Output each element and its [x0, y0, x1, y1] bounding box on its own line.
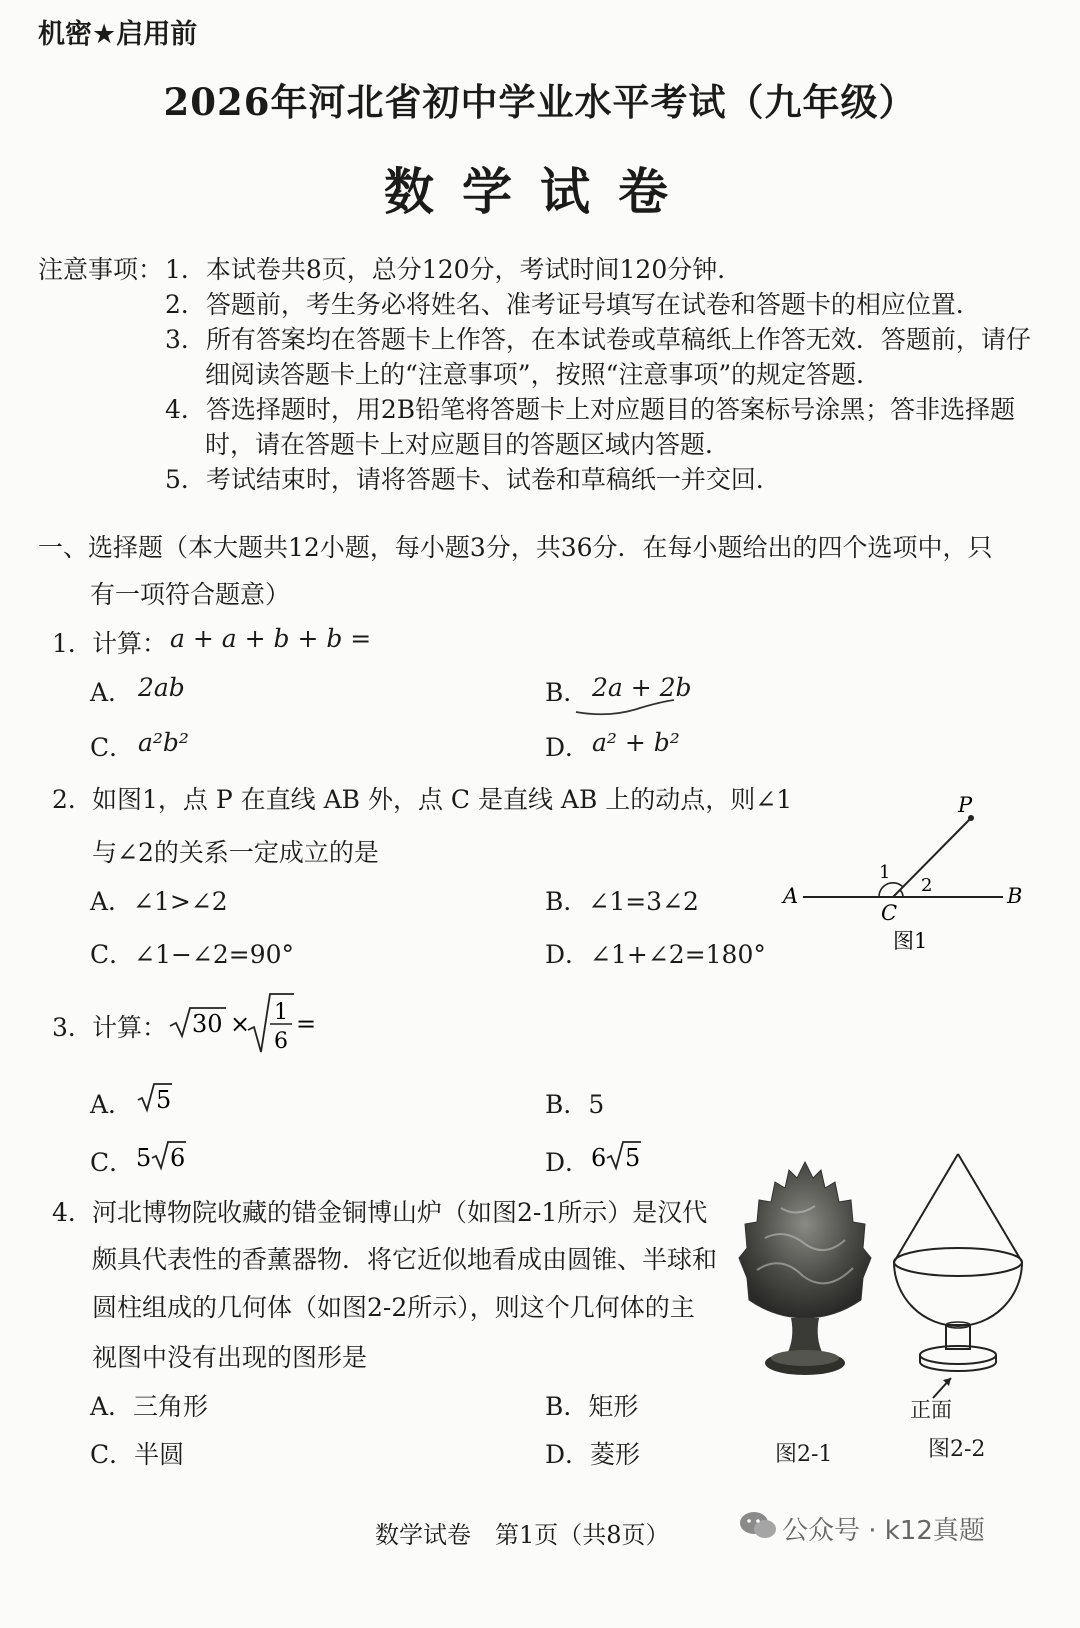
- page-footer: 数学试卷 第1页（共8页）: [375, 1521, 670, 1549]
- confidential-label: 机密★启用前: [38, 19, 198, 50]
- q4-stem-line3: 圆柱组成的几何体（如图2-2所示），则这个几何体的主: [92, 1293, 695, 1322]
- svg-text:5: 5: [156, 1086, 172, 1114]
- q2-option-a: A．∠1>∠2: [90, 887, 228, 916]
- q2-option-d: D．∠1+∠2=180°: [545, 940, 766, 969]
- q3-option-d: [591, 1136, 651, 1176]
- q2-number: 2．: [52, 785, 93, 814]
- q1-option-b: 2a + 2b: [592, 673, 692, 702]
- figure-1: [775, 790, 1035, 960]
- q3-option-c-label: C．: [90, 1148, 135, 1177]
- svg-text:5: 5: [136, 1144, 152, 1172]
- q3-option-c: [136, 1136, 196, 1176]
- q3-equals: =: [296, 1010, 317, 1038]
- exam-title: 2026年河北省初中学业水平考试（九年级）: [163, 80, 917, 124]
- fig1-angle-1: 1: [879, 862, 891, 883]
- q3-frac-den: 6: [274, 1029, 288, 1054]
- q1-number: 1．: [52, 629, 93, 658]
- q4-option-b: B．矩形: [545, 1392, 639, 1421]
- q4-stem-line2: 颇具代表性的香薰器物．将它近似地看成由圆锥、半球和: [92, 1245, 718, 1274]
- notice-item: 时，请在答题卡上对应题目的答题区域内答题．: [205, 430, 731, 459]
- notice-label: 注意事项：: [38, 255, 164, 284]
- handwritten-underline: [570, 696, 680, 720]
- notice-item: 3．所有答案均在答题卡上作答，在本试卷或草稿纸上作答无效．答题前，请仔: [165, 325, 1031, 354]
- watermark: 公众号 · k12真题: [782, 1516, 985, 1546]
- fig2-1-caption: 图2-1: [775, 1442, 833, 1467]
- q3-option-d-label: D．: [545, 1148, 591, 1177]
- q3-times: ×: [230, 1010, 251, 1038]
- wechat-icon: [738, 1508, 778, 1546]
- q4-stem-line4: 视图中没有出现的图形是: [92, 1343, 368, 1372]
- section-heading: 一、选择题（本大题共12小题，每小题3分，共36分．在每小题给出的四个选项中，只: [38, 533, 993, 562]
- front-view-label: 正面: [910, 1398, 952, 1422]
- q1-option-a-label: A．: [90, 678, 134, 707]
- q3-option-a-label: A．: [90, 1090, 134, 1119]
- notice-item: 2．答题前，考生务必将姓名、准考证号填写在试卷和答题卡的相应位置．: [165, 290, 981, 319]
- q1-option-d: a² + b²: [592, 728, 680, 757]
- fig1-point-a: A: [783, 884, 799, 908]
- fig1-point-b: B: [1007, 884, 1023, 908]
- q1-expression: a + a + b + b =: [170, 624, 372, 653]
- fig1-point-p: P: [958, 793, 973, 817]
- q1-option-d-label: D．: [545, 733, 591, 762]
- fig1-angle-2: 2: [921, 875, 933, 896]
- q4-option-c: C．半圆: [90, 1440, 185, 1469]
- fig2-2-caption: 图2-2: [928, 1437, 986, 1462]
- q2-option-b: B．∠1=3∠2: [545, 887, 699, 916]
- q1-option-c-label: C．: [90, 733, 135, 762]
- svg-text:5: 5: [625, 1144, 641, 1172]
- svg-text:6: 6: [591, 1144, 607, 1172]
- exam-subtitle: 数学试卷: [384, 163, 696, 221]
- q1-option-c: a²b²: [138, 728, 189, 757]
- notice-item: 1．本试卷共8页，总分120分，考试时间120分钟．: [165, 255, 743, 284]
- q1-option-b-label: B．: [545, 678, 589, 707]
- q4-number: 4．: [52, 1198, 93, 1227]
- notice-item: 细阅读答题卡上的“注意事项”，按照“注意事项”的规定答题．: [205, 360, 882, 389]
- q4-option-d: D．菱形: [545, 1440, 641, 1469]
- q1-option-a: 2ab: [138, 673, 185, 702]
- fig1-point-c: C: [881, 901, 898, 925]
- fig1-caption: 图1: [893, 929, 928, 953]
- q3-expression: [168, 990, 317, 1060]
- q4-stem-line1: 河北博物院收藏的错金铜博山炉（如图2-1所示）是汉代: [92, 1198, 708, 1227]
- q2-stem-line1: 如图1，点 P 在直线 AB 外，点 C 是直线 AB 上的动点，则∠1: [92, 785, 793, 814]
- q3-option-a: [136, 1078, 176, 1118]
- q3-stem: 计算：: [92, 1013, 168, 1042]
- figure-2-2-geometric-solid: [888, 1150, 1038, 1380]
- q2-option-c: C．∠1−∠2=90°: [90, 940, 295, 969]
- notice-item: 5．考试结束时，请将答题卡、试卷和草稿纸一并交回．: [165, 465, 781, 494]
- figure-2-1-incense-burner: [735, 1158, 875, 1388]
- q1-stem: 计算：: [92, 629, 168, 658]
- q3-frac-num: 1: [274, 1000, 288, 1025]
- q3-option-b: B．5: [545, 1090, 605, 1119]
- notice-item: 4．答选择题时，用2B铅笔将答题卡上对应题目的答案标号涂黑；答非选择题: [165, 395, 1016, 424]
- svg-text:6: 6: [170, 1144, 186, 1172]
- q4-option-a: A．三角形: [90, 1392, 209, 1421]
- section-heading-cont: 有一项符合题意）: [90, 580, 291, 609]
- q3-radicand: 30: [192, 1010, 223, 1038]
- q2-stem-line2: 与∠2的关系一定成立的是: [92, 838, 379, 867]
- q3-number: 3．: [52, 1013, 93, 1042]
